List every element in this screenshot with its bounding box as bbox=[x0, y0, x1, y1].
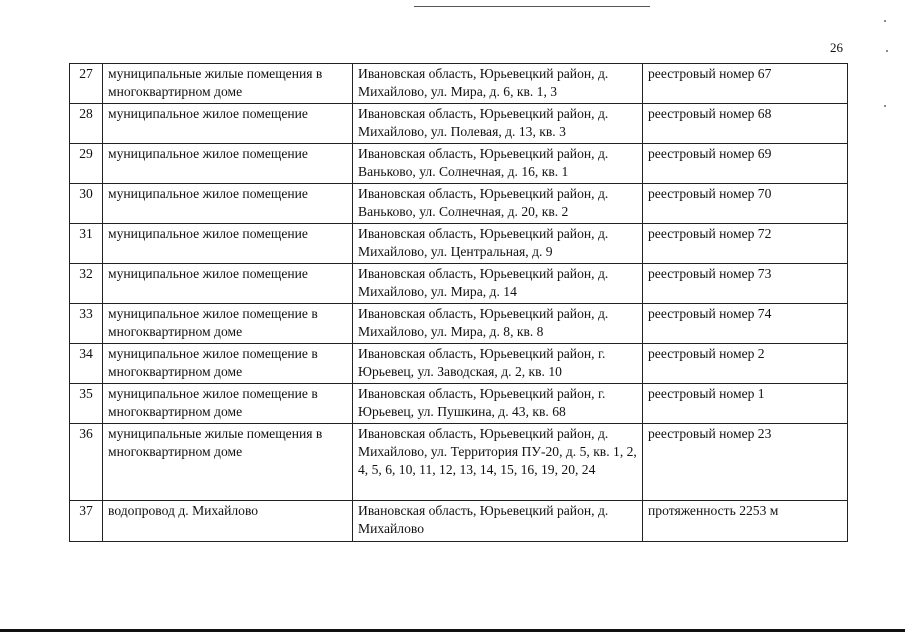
object-address: Ивановская область, Юрьевецкий район, д. Михайлово, ул. Центральная, д. 9 bbox=[353, 224, 643, 264]
row-number: 27 bbox=[70, 64, 103, 104]
object-address: Ивановская область, Юрьевецкий район, г. Юрьевец, ул. Заводская, д. 2, кв. 10 bbox=[353, 344, 643, 384]
object-info: реестровый номер 74 bbox=[643, 304, 848, 344]
object-name: муниципальное жилое помещение bbox=[103, 144, 353, 184]
object-name: муниципальное жилое помещение в многоквартирном доме bbox=[103, 384, 353, 424]
row-number: 36 bbox=[70, 424, 103, 501]
object-address: Ивановская область, Юрьевецкий район, д. Михайлово bbox=[353, 501, 643, 542]
table-row bbox=[70, 184, 848, 224]
table-row bbox=[70, 64, 848, 104]
object-name: муниципальное жилое помещение в многоквартирном доме bbox=[103, 344, 353, 384]
object-info: реестровый номер 23 bbox=[643, 424, 848, 501]
row-number: 31 bbox=[70, 224, 103, 264]
object-info: реестровый номер 2 bbox=[643, 344, 848, 384]
object-info: реестровый номер 69 bbox=[643, 144, 848, 184]
object-name: муниципальные жилые помещения в многоквартирном доме bbox=[103, 424, 353, 501]
row-number: 30 bbox=[70, 184, 103, 224]
object-info: реестровый номер 70 bbox=[643, 184, 848, 224]
table-row bbox=[70, 344, 848, 384]
object-info: реестровый номер 68 bbox=[643, 104, 848, 144]
object-name: муниципальное жилое помещение в многоквартирном доме bbox=[103, 304, 353, 344]
row-number: 34 bbox=[70, 344, 103, 384]
scan-speck bbox=[884, 20, 886, 22]
row-number: 33 bbox=[70, 304, 103, 344]
object-info: реестровый номер 72 bbox=[643, 224, 848, 264]
table-row bbox=[70, 264, 848, 304]
row-number: 32 bbox=[70, 264, 103, 304]
object-info: реестровый номер 73 bbox=[643, 264, 848, 304]
row-number: 28 bbox=[70, 104, 103, 144]
table-row bbox=[70, 304, 848, 344]
footer-rule bbox=[0, 629, 905, 632]
object-info: реестровый номер 67 bbox=[643, 64, 848, 104]
row-number: 37 bbox=[70, 501, 103, 542]
scan-speck bbox=[886, 50, 888, 52]
object-info: протяженность 2253 м bbox=[643, 501, 848, 542]
object-name: муниципальные жилые помещения в многоквартирном доме bbox=[103, 64, 353, 104]
table-row bbox=[70, 501, 848, 542]
object-address: Ивановская область, Юрьевецкий район, д. Ваньково, ул. Солнечная, д. 20, кв. 2 bbox=[353, 184, 643, 224]
table-row bbox=[70, 144, 848, 184]
object-name: муниципальное жилое помещение bbox=[103, 224, 353, 264]
object-address: Ивановская область, Юрьевецкий район, г. Юрьевец, ул. Пушкина, д. 43, кв. 68 bbox=[353, 384, 643, 424]
scan-speck bbox=[884, 105, 886, 107]
object-address: Ивановская область, Юрьевецкий район, д. Михайлово, ул. Мира, д. 14 bbox=[353, 264, 643, 304]
row-number: 35 bbox=[70, 384, 103, 424]
property-registry-table bbox=[69, 63, 848, 542]
object-address: Ивановская область, Юрьевецкий район, д. Михайлово, ул. Полевая, д. 13, кв. 3 bbox=[353, 104, 643, 144]
table-row bbox=[70, 424, 848, 501]
object-address: Ивановская область, Юрьевецкий район, д. Михайлово, ул. Мира, д. 8, кв. 8 bbox=[353, 304, 643, 344]
page-number: 26 bbox=[830, 40, 843, 55]
object-address: Ивановская область, Юрьевецкий район, д. Михайлово, ул. Мира, д. 6, кв. 1, 3 bbox=[353, 64, 643, 104]
object-name: муниципальное жилое помещение bbox=[103, 104, 353, 144]
object-address: Ивановская область, Юрьевецкий район, д. Михайлово, ул. Территория ПУ-20, д. 5, кв. 1, 2, 4, 5, 6, 10, 11, 12, 13, 14, 15, 16, 19, 20, 24 bbox=[353, 424, 643, 501]
object-name: муниципальное жилое помещение bbox=[103, 184, 353, 224]
table-row bbox=[70, 224, 848, 264]
header-rule bbox=[414, 6, 650, 7]
object-info: реестровый номер 1 bbox=[643, 384, 848, 424]
object-address: Ивановская область, Юрьевецкий район, д. Ваньково, ул. Солнечная, д. 16, кв. 1 bbox=[353, 144, 643, 184]
row-number: 29 bbox=[70, 144, 103, 184]
table-row bbox=[70, 104, 848, 144]
table-row bbox=[70, 384, 848, 424]
object-name: водопровод д. Михайлово bbox=[103, 501, 353, 542]
object-name: муниципальное жилое помещение bbox=[103, 264, 353, 304]
